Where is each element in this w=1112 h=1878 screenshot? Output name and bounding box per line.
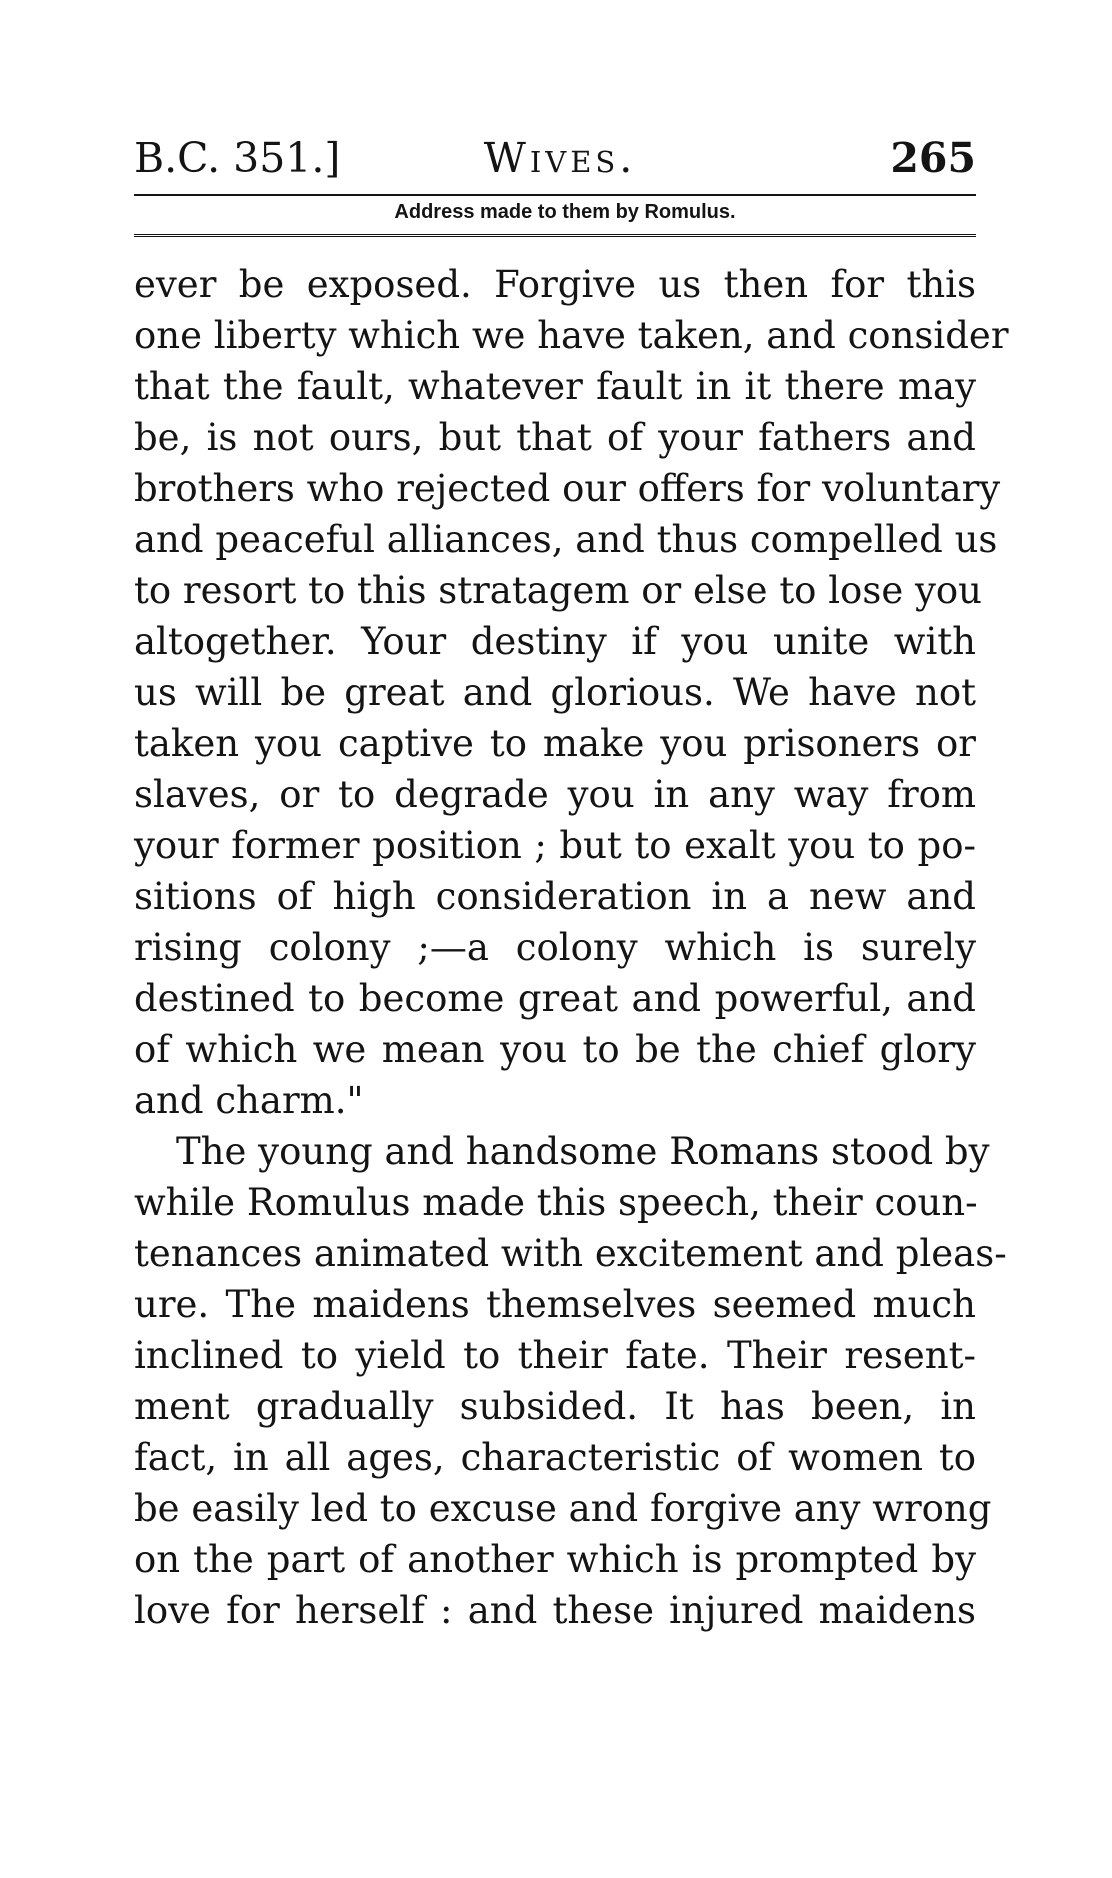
text-line: to resort to this stratagem or else to lose you xyxy=(134,569,982,612)
text-line: while Romulus made this speech, their coun- xyxy=(134,1181,978,1224)
running-head xyxy=(134,130,976,186)
text-line: love for herself : and these injured maidens xyxy=(134,1589,976,1632)
text-line: and charm." xyxy=(134,1079,364,1122)
body-text xyxy=(134,259,1009,1636)
text-line: be easily led to excuse and forgive any wrong xyxy=(134,1487,992,1530)
text-line: and peaceful alliances, and thus compelled us xyxy=(134,518,998,561)
paragraph-2 xyxy=(134,1126,1007,1636)
text-line: taken you captive to make you prisoners or xyxy=(134,722,976,765)
text-line: fact, in all ages, characteristic of women to xyxy=(134,1436,976,1479)
header-date: B.C. 351.] xyxy=(134,134,341,182)
header-rule-bottom xyxy=(134,234,976,237)
text-line: be, is not ours, but that of your fathers and xyxy=(134,416,976,459)
text-line: one liberty which we have taken, and consider xyxy=(134,314,1009,357)
text-line: tenances animated with excitement and pleas- xyxy=(134,1232,1007,1275)
book-page xyxy=(134,130,1009,1636)
page-number: 265 xyxy=(890,134,976,182)
text-line: rising colony ;—a colony which is surely xyxy=(134,926,976,969)
text-line: sitions of high consideration in a new and xyxy=(134,875,976,918)
text-line: The young and handsome Romans stood by xyxy=(176,1130,990,1173)
header-title: Wives. xyxy=(483,134,637,182)
text-line: inclined to yield to their fate. Their resent- xyxy=(134,1334,976,1377)
text-line: ever be exposed. Forgive us then for this xyxy=(134,263,976,306)
text-line: that the fault, whatever fault in it there may xyxy=(134,365,976,408)
text-line: slaves, or to degrade you in any way from xyxy=(134,773,976,816)
text-line: your former position ; but to exalt you to po- xyxy=(134,824,976,867)
text-line: us will be great and glorious. We have not xyxy=(134,671,976,714)
text-line: destined to become great and powerful, and xyxy=(134,977,976,1020)
paragraph-1 xyxy=(134,259,1009,1126)
text-line: ment gradually subsided. It has been, in xyxy=(134,1385,976,1428)
text-line: on the part of another which is prompted by xyxy=(134,1538,976,1581)
text-line: ure. The maidens themselves seemed much xyxy=(134,1283,976,1326)
text-line: of which we mean you to be the chief glory xyxy=(134,1028,976,1071)
text-line: brothers who rejected our offers for voluntary xyxy=(134,467,1001,510)
section-subtitle: Address made to them by Romulus. xyxy=(394,201,736,223)
text-line: altogether. Your destiny if you unite with xyxy=(134,620,976,663)
